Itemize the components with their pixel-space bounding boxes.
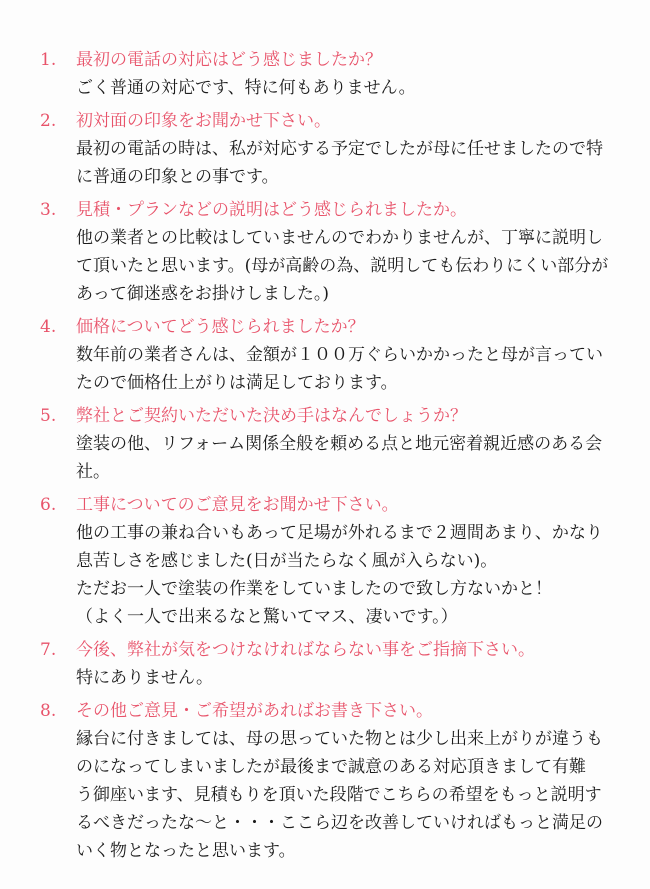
question-number: 8. (40, 701, 57, 721)
question-number: 6. (40, 495, 57, 515)
question-number: 7. (40, 640, 57, 660)
answer-line: いく物となったと思います。 (76, 841, 296, 861)
answer-line: 特にありません。 (76, 668, 214, 688)
answer-line: 数年前の業者さんは、金額が１００万ぐらいかかったと母が言ってい (76, 345, 603, 365)
answer-line: て頂いたと思います。(母が高齢の為、説明しても伝わりにくい部分が (76, 256, 609, 276)
question-5 (40, 402, 620, 430)
survey-item-6 (40, 491, 620, 631)
survey-item-7 (40, 636, 620, 692)
answer-6 (76, 519, 620, 631)
question-text: 工事についてのご意見をお聞かせ下さい。 (76, 495, 399, 515)
answer-line: に普通の印象との事です。 (76, 167, 279, 187)
survey-item-8 (40, 697, 620, 865)
answer-line: たので価格仕上がりは満足しております。 (76, 373, 398, 393)
answer-line: う御座います、見積もりを頂いた段階でこちらの希望をもっと説明す (76, 785, 602, 805)
survey-item-3 (40, 196, 620, 308)
answer-line: るべきだったな～と・・・ここら辺を改善していければもっと満足の (76, 813, 603, 833)
question-number: 1. (40, 50, 57, 70)
answer-line: 他の業者との比較はしていませんのでわかりませんが、丁寧に説明し (76, 228, 603, 248)
question-7 (40, 636, 620, 664)
survey-item-2 (40, 107, 620, 191)
answer-5 (76, 430, 620, 486)
question-number: 2. (40, 111, 57, 131)
question-number: 4. (40, 317, 57, 337)
answer-line: 縁台に付きましては、母の思っていた物とは少し出来上がりが違うも (76, 729, 603, 749)
answer-8 (76, 725, 620, 865)
answer-line: あって御迷惑をお掛けしました。) (76, 284, 329, 304)
survey-item-5 (40, 402, 620, 486)
answer-line: （よく一人で出来るなと驚いてマス、凄いです。） (76, 607, 458, 627)
survey-item-1 (40, 46, 620, 102)
answer-line: 最初の電話の時は、私が対応する予定でしたが母に任せましたので特 (76, 139, 603, 159)
answer-line: 他の工事の兼ね合いもあって足場が外れるまで２週間あまり、かなり (76, 523, 603, 543)
survey-list (40, 46, 620, 865)
answer-4 (76, 341, 620, 397)
question-text: その他ご意見・ご希望があればお書き下さい。 (76, 701, 433, 721)
question-text: 見積・プランなどの説明はどう感じられましたか。 (76, 200, 467, 220)
answer-3 (76, 224, 620, 308)
question-text: 今後、弊社が気をつけなければならない事をご指摘下さい。 (76, 640, 535, 660)
answer-1 (76, 74, 620, 102)
answer-line: のになってしまいましたが最後まで誠意のある対応頂きまして有難 (76, 757, 586, 777)
question-3 (40, 196, 620, 224)
question-text: 弊社とご契約いただいた決め手はなんでしょうか？ (76, 406, 467, 426)
answer-line: 息苦しさを感じました(日が当たらなく風が入らない)。 (76, 551, 498, 571)
question-number: 3. (40, 200, 57, 220)
question-4 (40, 313, 620, 341)
answer-line: ごく普通の対応です、特に何もありません。 (76, 78, 416, 98)
answer-2 (76, 135, 620, 191)
answer-line: 塗装の他、リフォーム関係全般を頼める点と地元密着親近感のある会 (76, 434, 603, 454)
question-1 (40, 46, 620, 74)
question-text: 価格についてどう感じられましたか？ (76, 317, 365, 337)
answer-7 (76, 664, 620, 692)
survey-item-4 (40, 313, 620, 397)
question-2 (40, 107, 620, 135)
question-6 (40, 491, 620, 519)
question-text: 初対面の印象をお聞かせ下さい。 (76, 111, 331, 131)
question-text: 最初の電話の対応はどう感じましたか？ (76, 50, 382, 70)
question-8 (40, 697, 620, 725)
question-number: 5. (40, 406, 57, 426)
answer-line: ただお一人で塗装の作業をしていましたので致し方ないかと！ (76, 579, 552, 599)
answer-line: 社。 (76, 462, 110, 482)
